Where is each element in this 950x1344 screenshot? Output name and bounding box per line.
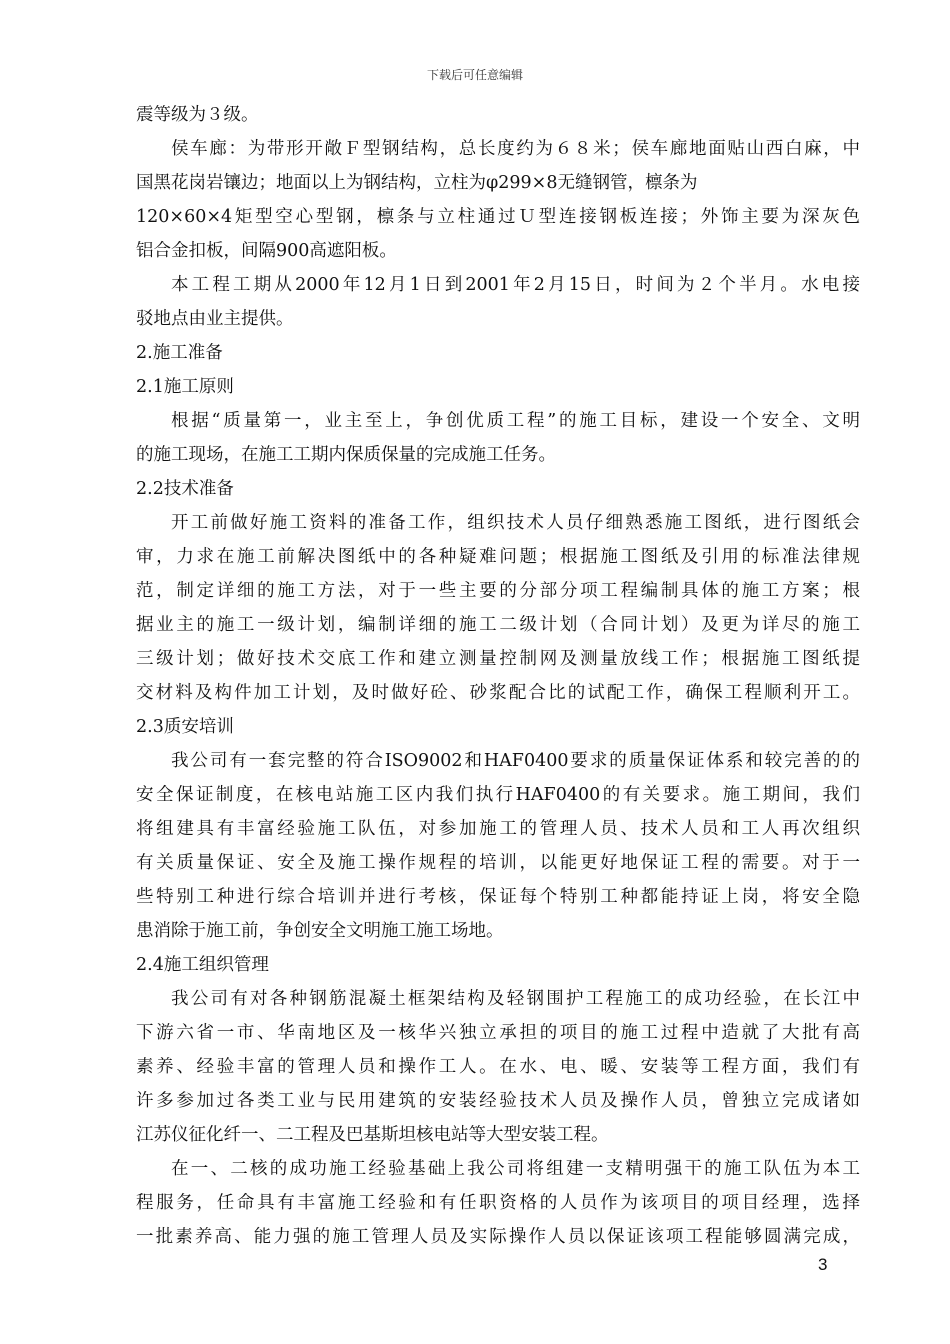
text-line: 素养、经验丰富的管理人员和操作工人。在水、电、暖、安装等工程方面，我们有	[136, 1057, 860, 1077]
text-line: 2.4施工组织管理	[136, 955, 269, 975]
text-line: 些特别工种进行综合培训并进行考核，保证每个特别工种都能持证上岗，将安全隐	[136, 887, 860, 907]
text-line: 本工程工期从2000年12月1日到2001年2月15日，时间为２个半月。水电接	[171, 275, 860, 295]
text-line: 交材料及构件加工计划，及时做好砼、砂浆配合比的试配工作，确保工程顺利开工。	[136, 683, 860, 703]
text-line: 根据“质量第一，业主至上，争创优质工程”的施工目标，建设一个安全、文明	[171, 411, 860, 431]
text-line: 2.1施工原则	[136, 377, 234, 397]
text-line: 有关质量保证、安全及施工操作规程的培训，以能更好地保证工程的需要。对于一	[136, 853, 860, 873]
text-line: 120×60×4矩型空心型钢，檩条与立柱通过Ｕ型连接钢板连接；外饰主要为深灰色	[136, 207, 860, 227]
text-line: 2.施工准备	[136, 343, 223, 363]
text-line: 患消除于施工前，争创安全文明施工施工场地。	[136, 921, 504, 941]
text-line: 驳地点由业主提供。	[136, 309, 294, 329]
text-line: 我公司有对各种钢筋混凝土框架结构及轻钢围护工程施工的成功经验，在长江中	[171, 989, 860, 1009]
text-line: 侯车廊：为带形开敞Ｆ型钢结构，总长度约为６８米；侯车廊地面贴山西白麻，中	[171, 139, 860, 159]
document-body	[136, 98, 860, 1254]
text-line: 安全保证制度，在核电站施工区内我们执行HAF0400的有关要求。施工期间，我们	[136, 785, 860, 805]
text-line: 江苏仪征化纤一、二工程及巴基斯坦核电站等大型安装工程。	[136, 1125, 609, 1145]
text-line: 震等级为３级。	[136, 105, 259, 125]
text-line: 三级计划；做好技术交底工作和建立测量控制网及测量放线工作；根据施工图纸提	[136, 649, 860, 669]
page-header: 下载后可任意编辑	[426, 68, 523, 82]
text-line: 在一、二核的成功施工经验基础上我公司将组建一支精明强干的施工队伍为本工	[171, 1159, 860, 1179]
text-line: 下游六省一市、华南地区及一核华兴独立承担的项目的施工过程中造就了大批有高	[136, 1023, 860, 1043]
text-line: 一批素养高、能力强的施工管理人员及实际操作人员以保证该项工程能够圆满完成，	[136, 1227, 860, 1247]
text-line: 2.2技术准备	[136, 479, 234, 499]
text-line: 铝合金扣板，间隔900高遮阳板。	[136, 241, 397, 261]
text-line: 审，力求在施工前解决图纸中的各种疑难问题；根据施工图纸及引用的标准法律规	[136, 547, 860, 567]
text-line: 范，制定详细的施工方法，对于一些主要的分部分项工程编制具体的施工方案；根	[136, 581, 860, 601]
text-line: 将组建具有丰富经验施工队伍，对参加施工的管理人员、技术人员和工人再次组织	[136, 819, 860, 839]
page-number: 3	[818, 1255, 828, 1274]
text-line: 2.3质安培训	[136, 717, 234, 737]
text-line: 开工前做好施工资料的准备工作，组织技术人员仔细熟悉施工图纸，进行图纸会	[171, 513, 860, 533]
text-line: 国黑花岗岩镶边；地面以上为钢结构，立柱为φ299×8无缝钢管，檩条为	[136, 173, 698, 193]
text-line: 许多参加过各类工业与民用建筑的安装经验技术人员及操作人员，曾独立完成诸如	[136, 1091, 860, 1111]
text-line: 我公司有一套完整的符合ISO9002和HAF0400要求的质量保证体系和较完善的的	[171, 751, 860, 771]
text-line: 的施工现场，在施工工期内保质保量的完成施工任务。	[136, 445, 556, 465]
text-line: 程服务，任命具有丰富施工经验和有任职资格的人员作为该项目的项目经理，选择	[136, 1193, 860, 1213]
text-line: 据业主的施工一级计划，编制详细的施工二级计划（合同计划）及更为详尽的施工	[136, 615, 860, 635]
